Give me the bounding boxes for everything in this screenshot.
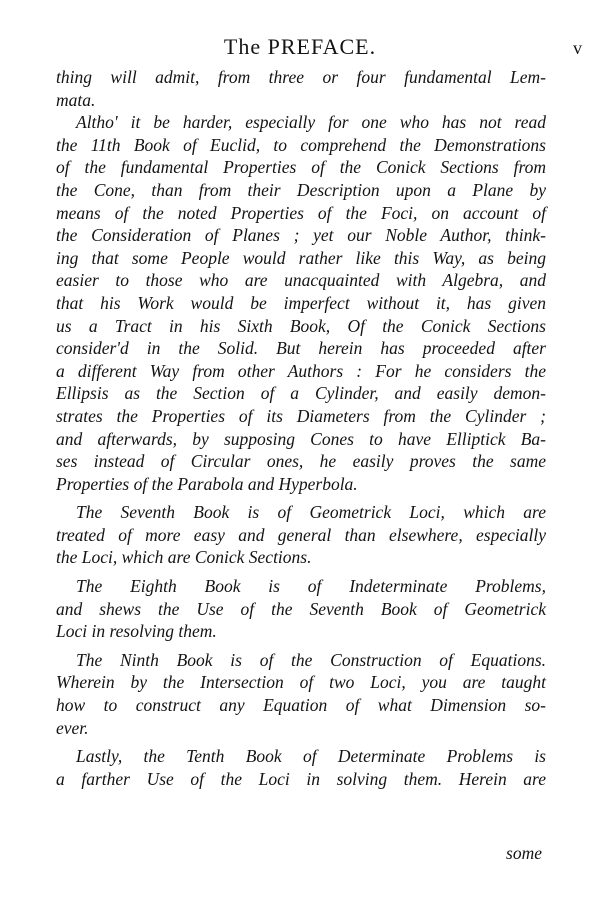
- text-line: consider'd in the Solid. But herein has proceeded after: [56, 338, 546, 359]
- text-line: Loci in resolving them.: [56, 621, 217, 642]
- text-line: how to construct any Equation of what Dimension so-: [56, 695, 546, 716]
- text-line: of the fundamental Properties of the Conick Sections from: [56, 157, 546, 178]
- text-line: the Consideration of Planes ; yet our Noble Author, think-: [56, 225, 546, 246]
- text-line: ing that some People would rather like this Way, as being: [56, 247, 546, 268]
- text-line: means of the noted Properties of the Foci, on account of: [56, 202, 546, 223]
- text-line: the 11th Book of Euclid, to comprehend the Demonstrations: [56, 134, 546, 155]
- text-line: Properties of the Parabola and Hyperbola.: [56, 473, 358, 494]
- paragraph-seventh-book: [56, 501, 546, 569]
- text-line: treated of more easy and general than elsewhere, especially: [56, 524, 546, 545]
- text-line: easier to those who are unacquainted with Algebra, and: [56, 270, 546, 291]
- text-line: thing will admit, from three or four fundamental Lem-: [56, 67, 546, 87]
- text-line: and shews the Use of the Seventh Book of Geometrick: [56, 598, 546, 619]
- text-line: Lastly, the Tenth Book of Determinate Problems is: [76, 746, 546, 767]
- paragraph-lemmata: [56, 66, 546, 111]
- text-line: ever.: [56, 717, 89, 738]
- text-line: mata.: [56, 89, 96, 110]
- text-line: ses instead of Circular ones, he easily proves the same: [56, 451, 546, 472]
- paragraph-ninth-book: [56, 649, 546, 739]
- text-line: The Eighth Book is of Indeterminate Problems,: [76, 576, 546, 597]
- text-line: the Loci, which are Conick Sections.: [56, 547, 312, 568]
- text-line: the Cone, than from their Description upon a Plane by: [56, 179, 546, 200]
- text-line: a farther Use of the Loci in solving them. Herein are: [56, 768, 546, 789]
- text-line: a different Way from other Authors : For he considers the: [56, 360, 546, 381]
- catchword: some: [506, 843, 542, 863]
- text-line: us a Tract in his Sixth Book, Of the Conick Sections: [56, 315, 546, 336]
- running-head: The PREFACE.: [223, 34, 377, 59]
- page-number: v: [573, 38, 582, 58]
- paragraph-eighth-book: [56, 575, 546, 643]
- text-line: strates the Properties of its Diameters from the Cylinder ;: [56, 405, 546, 426]
- paragraph-tenth-book: [56, 745, 546, 790]
- text-line: The Seventh Book is of Geometrick Loci, which are: [76, 502, 546, 523]
- text-line: that his Work would be imperfect without it, has given: [56, 292, 546, 313]
- text-line: Ellipsis as the Section of a Cylinder, and easily demon-: [56, 383, 546, 404]
- paragraph-sixth-book: [56, 111, 546, 495]
- text-line: Altho' it be harder, especially for one who has not read: [76, 112, 546, 133]
- page-header: [0, 34, 600, 64]
- text-line: Wherein by the Intersection of two Loci, you are taught: [56, 672, 546, 693]
- text-line: and afterwards, by supposing Cones to have Elliptick Ba-: [56, 428, 546, 449]
- text-line: The Ninth Book is of the Construction of Equations.: [76, 649, 546, 670]
- body-text: [56, 66, 546, 790]
